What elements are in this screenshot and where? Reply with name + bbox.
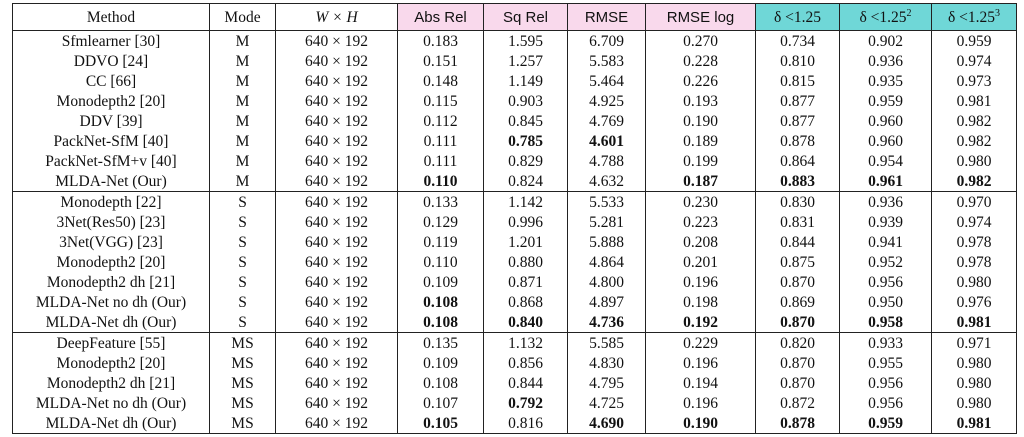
table-row xyxy=(13,31,1017,52)
cell-delta-1: 0.864 xyxy=(756,151,840,171)
cell-size: 640 × 192 xyxy=(276,151,398,171)
cell-sq-rel: 1.257 xyxy=(484,51,568,71)
cell-abs-rel: 0.109 xyxy=(398,353,484,373)
cell-abs-rel: 0.107 xyxy=(398,393,484,413)
cell-size: 640 × 192 xyxy=(276,91,398,111)
cell-rmse: 4.769 xyxy=(568,111,646,131)
cell-size: 640 × 192 xyxy=(276,292,398,312)
cell-method: Monodepth2 [20] xyxy=(13,252,210,272)
cell-delta-3: 0.973 xyxy=(932,71,1017,91)
cell-delta-3: 0.980 xyxy=(932,151,1017,171)
cell-rmse: 4.725 xyxy=(568,393,646,413)
cell-mode: MS xyxy=(210,373,276,393)
cell-mode: S xyxy=(210,232,276,252)
cell-sq-rel: 0.845 xyxy=(484,111,568,131)
cell-sq-rel: 0.871 xyxy=(484,272,568,292)
cell-delta-3: 0.976 xyxy=(932,292,1017,312)
cell-sq-rel: 1.142 xyxy=(484,192,568,213)
header-delta-2 xyxy=(840,4,932,31)
cell-delta-2: 0.939 xyxy=(840,212,932,232)
cell-delta-1: 0.878 xyxy=(756,413,840,434)
cell-mode: S xyxy=(210,292,276,312)
cell-abs-rel: 0.108 xyxy=(398,292,484,312)
header-delta-2-base: δ <1.25 xyxy=(859,8,907,26)
cell-delta-1: 0.872 xyxy=(756,393,840,413)
table-row xyxy=(13,373,1017,393)
cell-abs-rel: 0.151 xyxy=(398,51,484,71)
cell-abs-rel: 0.110 xyxy=(398,252,484,272)
results-body xyxy=(13,31,1017,434)
cell-abs-rel: 0.148 xyxy=(398,71,484,91)
cell-mode: M xyxy=(210,171,276,192)
cell-size: 640 × 192 xyxy=(276,252,398,272)
cell-abs-rel: 0.108 xyxy=(398,312,484,333)
cell-method: MLDA-Net dh (Our) xyxy=(13,413,210,434)
cell-rmse-log: 0.226 xyxy=(646,71,756,91)
cell-rmse-log: 0.190 xyxy=(646,413,756,434)
cell-size: 640 × 192 xyxy=(276,373,398,393)
cell-delta-3: 0.974 xyxy=(932,212,1017,232)
cell-delta-2: 0.956 xyxy=(840,393,932,413)
cell-delta-2: 0.954 xyxy=(840,151,932,171)
cell-delta-3: 0.981 xyxy=(932,312,1017,333)
table-row xyxy=(13,131,1017,151)
cell-rmse-log: 0.229 xyxy=(646,333,756,354)
header-delta-3-exp: 3 xyxy=(995,7,1001,19)
cell-delta-2: 0.950 xyxy=(840,292,932,312)
cell-rmse: 4.864 xyxy=(568,252,646,272)
cell-size: 640 × 192 xyxy=(276,171,398,192)
cell-delta-3: 0.980 xyxy=(932,393,1017,413)
cell-delta-3: 0.980 xyxy=(932,272,1017,292)
table-row xyxy=(13,333,1017,354)
cell-size: 640 × 192 xyxy=(276,71,398,91)
cell-rmse: 5.464 xyxy=(568,71,646,91)
cell-delta-1: 0.878 xyxy=(756,131,840,151)
cell-method: MLDA-Net no dh (Our) xyxy=(13,393,210,413)
cell-delta-1: 0.875 xyxy=(756,252,840,272)
cell-rmse: 4.897 xyxy=(568,292,646,312)
cell-delta-1: 0.810 xyxy=(756,51,840,71)
cell-rmse: 5.583 xyxy=(568,51,646,71)
cell-delta-2: 0.958 xyxy=(840,312,932,333)
cell-abs-rel: 0.110 xyxy=(398,171,484,192)
table-row xyxy=(13,413,1017,434)
cell-method: DDVO [24] xyxy=(13,51,210,71)
cell-sq-rel: 0.903 xyxy=(484,91,568,111)
cell-abs-rel: 0.111 xyxy=(398,131,484,151)
cell-size: 640 × 192 xyxy=(276,272,398,292)
cell-sq-rel: 0.880 xyxy=(484,252,568,272)
table-row xyxy=(13,51,1017,71)
cell-size: 640 × 192 xyxy=(276,232,398,252)
cell-sq-rel: 0.785 xyxy=(484,131,568,151)
cell-sq-rel: 0.868 xyxy=(484,292,568,312)
cell-delta-2: 0.959 xyxy=(840,91,932,111)
cell-abs-rel: 0.133 xyxy=(398,192,484,213)
cell-delta-3: 0.971 xyxy=(932,333,1017,354)
cell-delta-3: 0.978 xyxy=(932,232,1017,252)
cell-rmse-log: 0.223 xyxy=(646,212,756,232)
cell-mode: M xyxy=(210,131,276,151)
table-row xyxy=(13,171,1017,192)
cell-method: CC [66] xyxy=(13,71,210,91)
cell-rmse: 4.690 xyxy=(568,413,646,434)
cell-mode: MS xyxy=(210,393,276,413)
cell-mode: MS xyxy=(210,353,276,373)
table-row xyxy=(13,312,1017,333)
cell-method: 3Net(Res50) [23] xyxy=(13,212,210,232)
cell-rmse: 4.632 xyxy=(568,171,646,192)
cell-sq-rel: 1.132 xyxy=(484,333,568,354)
cell-delta-1: 0.883 xyxy=(756,171,840,192)
cell-delta-1: 0.870 xyxy=(756,373,840,393)
cell-delta-3: 0.980 xyxy=(932,353,1017,373)
cell-sq-rel: 0.824 xyxy=(484,171,568,192)
cell-delta-3: 0.981 xyxy=(932,91,1017,111)
cell-delta-1: 0.870 xyxy=(756,353,840,373)
header-abs-rel: Abs Rel xyxy=(398,4,484,31)
table-row xyxy=(13,151,1017,171)
cell-delta-3: 0.970 xyxy=(932,192,1017,213)
cell-delta-1: 0.870 xyxy=(756,272,840,292)
table-row xyxy=(13,111,1017,131)
table-row xyxy=(13,353,1017,373)
cell-rmse-log: 0.187 xyxy=(646,171,756,192)
cell-rmse: 4.736 xyxy=(568,312,646,333)
cell-delta-3: 0.982 xyxy=(932,131,1017,151)
table-row xyxy=(13,71,1017,91)
cell-rmse: 5.585 xyxy=(568,333,646,354)
cell-method: PackNet-SfM+v [40] xyxy=(13,151,210,171)
cell-abs-rel: 0.135 xyxy=(398,333,484,354)
cell-rmse: 5.888 xyxy=(568,232,646,252)
cell-delta-2: 0.955 xyxy=(840,353,932,373)
cell-sq-rel: 1.595 xyxy=(484,31,568,52)
cell-mode: MS xyxy=(210,333,276,354)
cell-sq-rel: 0.856 xyxy=(484,353,568,373)
cell-delta-2: 0.961 xyxy=(840,171,932,192)
cell-method: MLDA-Net no dh (Our) xyxy=(13,292,210,312)
cell-delta-2: 0.952 xyxy=(840,252,932,272)
cell-rmse-log: 0.198 xyxy=(646,292,756,312)
cell-abs-rel: 0.112 xyxy=(398,111,484,131)
cell-size: 640 × 192 xyxy=(276,393,398,413)
cell-delta-2: 0.936 xyxy=(840,51,932,71)
cell-mode: M xyxy=(210,91,276,111)
header-method: Method xyxy=(13,4,210,31)
cell-abs-rel: 0.105 xyxy=(398,413,484,434)
cell-method: DDV [39] xyxy=(13,111,210,131)
cell-rmse-log: 0.192 xyxy=(646,312,756,333)
header-rmse: RMSE xyxy=(568,4,646,31)
cell-rmse-log: 0.190 xyxy=(646,111,756,131)
cell-delta-1: 0.877 xyxy=(756,91,840,111)
cell-mode: S xyxy=(210,272,276,292)
cell-rmse-log: 0.196 xyxy=(646,353,756,373)
results-table xyxy=(12,3,1017,434)
cell-delta-2: 0.936 xyxy=(840,192,932,213)
cell-rmse-log: 0.201 xyxy=(646,252,756,272)
cell-delta-3: 0.982 xyxy=(932,111,1017,131)
cell-delta-1: 0.877 xyxy=(756,111,840,131)
cell-rmse: 5.533 xyxy=(568,192,646,213)
cell-abs-rel: 0.119 xyxy=(398,232,484,252)
cell-sq-rel: 0.816 xyxy=(484,413,568,434)
header-sq-rel: Sq Rel xyxy=(484,4,568,31)
cell-size: 640 × 192 xyxy=(276,31,398,52)
cell-rmse: 4.925 xyxy=(568,91,646,111)
cell-abs-rel: 0.109 xyxy=(398,272,484,292)
cell-delta-2: 0.941 xyxy=(840,232,932,252)
cell-delta-2: 0.956 xyxy=(840,272,932,292)
cell-rmse: 5.281 xyxy=(568,212,646,232)
cell-abs-rel: 0.129 xyxy=(398,212,484,232)
cell-sq-rel: 0.844 xyxy=(484,373,568,393)
cell-mode: M xyxy=(210,151,276,171)
cell-rmse: 4.601 xyxy=(568,131,646,151)
cell-method: DeepFeature [55] xyxy=(13,333,210,354)
cell-method: MLDA-Net dh (Our) xyxy=(13,312,210,333)
cell-method: Monodepth2 dh [21] xyxy=(13,373,210,393)
cell-size: 640 × 192 xyxy=(276,51,398,71)
cell-delta-1: 0.820 xyxy=(756,333,840,354)
cell-mode: S xyxy=(210,212,276,232)
cell-sq-rel: 1.201 xyxy=(484,232,568,252)
cell-method: Monodepth2 dh [21] xyxy=(13,272,210,292)
table-row xyxy=(13,192,1017,213)
cell-delta-3: 0.978 xyxy=(932,252,1017,272)
cell-delta-2: 0.902 xyxy=(840,31,932,52)
cell-mode: S xyxy=(210,252,276,272)
cell-size: 640 × 192 xyxy=(276,192,398,213)
cell-delta-1: 0.844 xyxy=(756,232,840,252)
cell-mode: MS xyxy=(210,413,276,434)
cell-rmse-log: 0.193 xyxy=(646,91,756,111)
cell-delta-2: 0.935 xyxy=(840,71,932,91)
cell-rmse-log: 0.230 xyxy=(646,192,756,213)
cell-delta-2: 0.933 xyxy=(840,333,932,354)
header-size xyxy=(276,4,398,31)
cell-abs-rel: 0.183 xyxy=(398,31,484,52)
cell-abs-rel: 0.111 xyxy=(398,151,484,171)
cell-method: MLDA-Net (Our) xyxy=(13,171,210,192)
header-delta-3-base: δ <1.25 xyxy=(947,8,996,26)
cell-delta-3: 0.959 xyxy=(932,31,1017,52)
cell-delta-1: 0.815 xyxy=(756,71,840,91)
cell-size: 640 × 192 xyxy=(276,333,398,354)
header-delta-1: δ <1.25 xyxy=(756,4,840,31)
cell-delta-3: 0.980 xyxy=(932,373,1017,393)
header-delta-2-exp: 2 xyxy=(906,7,912,19)
cell-rmse: 4.800 xyxy=(568,272,646,292)
cell-mode: S xyxy=(210,312,276,333)
header-size-label: W × H xyxy=(315,8,358,26)
header-row xyxy=(13,4,1017,31)
table-row xyxy=(13,272,1017,292)
cell-size: 640 × 192 xyxy=(276,131,398,151)
cell-rmse: 4.795 xyxy=(568,373,646,393)
cell-rmse: 6.709 xyxy=(568,31,646,52)
cell-rmse-log: 0.228 xyxy=(646,51,756,71)
cell-delta-1: 0.734 xyxy=(756,31,840,52)
cell-mode: M xyxy=(210,51,276,71)
cell-method: PackNet-SfM [40] xyxy=(13,131,210,151)
table-row xyxy=(13,292,1017,312)
cell-delta-2: 0.959 xyxy=(840,413,932,434)
cell-delta-2: 0.960 xyxy=(840,131,932,151)
cell-delta-1: 0.830 xyxy=(756,192,840,213)
cell-delta-3: 0.974 xyxy=(932,51,1017,71)
cell-delta-3: 0.982 xyxy=(932,171,1017,192)
cell-size: 640 × 192 xyxy=(276,212,398,232)
cell-sq-rel: 0.792 xyxy=(484,393,568,413)
cell-rmse: 4.830 xyxy=(568,353,646,373)
cell-sq-rel: 0.996 xyxy=(484,212,568,232)
header-mode: Mode xyxy=(210,4,276,31)
cell-rmse: 4.788 xyxy=(568,151,646,171)
table-row xyxy=(13,232,1017,252)
cell-rmse-log: 0.189 xyxy=(646,131,756,151)
cell-delta-2: 0.960 xyxy=(840,111,932,131)
cell-method: Monodepth2 [20] xyxy=(13,91,210,111)
cell-abs-rel: 0.108 xyxy=(398,373,484,393)
cell-rmse-log: 0.208 xyxy=(646,232,756,252)
cell-rmse-log: 0.196 xyxy=(646,272,756,292)
cell-size: 640 × 192 xyxy=(276,111,398,131)
cell-mode: M xyxy=(210,71,276,91)
cell-delta-1: 0.870 xyxy=(756,312,840,333)
table-row xyxy=(13,252,1017,272)
cell-rmse-log: 0.194 xyxy=(646,373,756,393)
header-delta-3 xyxy=(932,4,1017,31)
cell-size: 640 × 192 xyxy=(276,312,398,333)
cell-sq-rel: 1.149 xyxy=(484,71,568,91)
cell-method: Monodepth [22] xyxy=(13,192,210,213)
table-row xyxy=(13,212,1017,232)
results-table-container xyxy=(12,3,1016,434)
cell-mode: S xyxy=(210,192,276,213)
cell-delta-3: 0.981 xyxy=(932,413,1017,434)
cell-rmse-log: 0.199 xyxy=(646,151,756,171)
cell-mode: M xyxy=(210,111,276,131)
cell-rmse-log: 0.270 xyxy=(646,31,756,52)
cell-method: Monodepth2 [20] xyxy=(13,353,210,373)
cell-rmse-log: 0.196 xyxy=(646,393,756,413)
cell-method: Sfmlearner [30] xyxy=(13,31,210,52)
cell-sq-rel: 0.840 xyxy=(484,312,568,333)
cell-mode: M xyxy=(210,31,276,52)
cell-size: 640 × 192 xyxy=(276,353,398,373)
cell-delta-1: 0.831 xyxy=(756,212,840,232)
cell-delta-1: 0.869 xyxy=(756,292,840,312)
table-row xyxy=(13,91,1017,111)
cell-size: 640 × 192 xyxy=(276,413,398,434)
header-rmse-log: RMSE log xyxy=(646,4,756,31)
cell-method: 3Net(VGG) [23] xyxy=(13,232,210,252)
cell-sq-rel: 0.829 xyxy=(484,151,568,171)
cell-abs-rel: 0.115 xyxy=(398,91,484,111)
cell-delta-2: 0.956 xyxy=(840,373,932,393)
table-row xyxy=(13,393,1017,413)
